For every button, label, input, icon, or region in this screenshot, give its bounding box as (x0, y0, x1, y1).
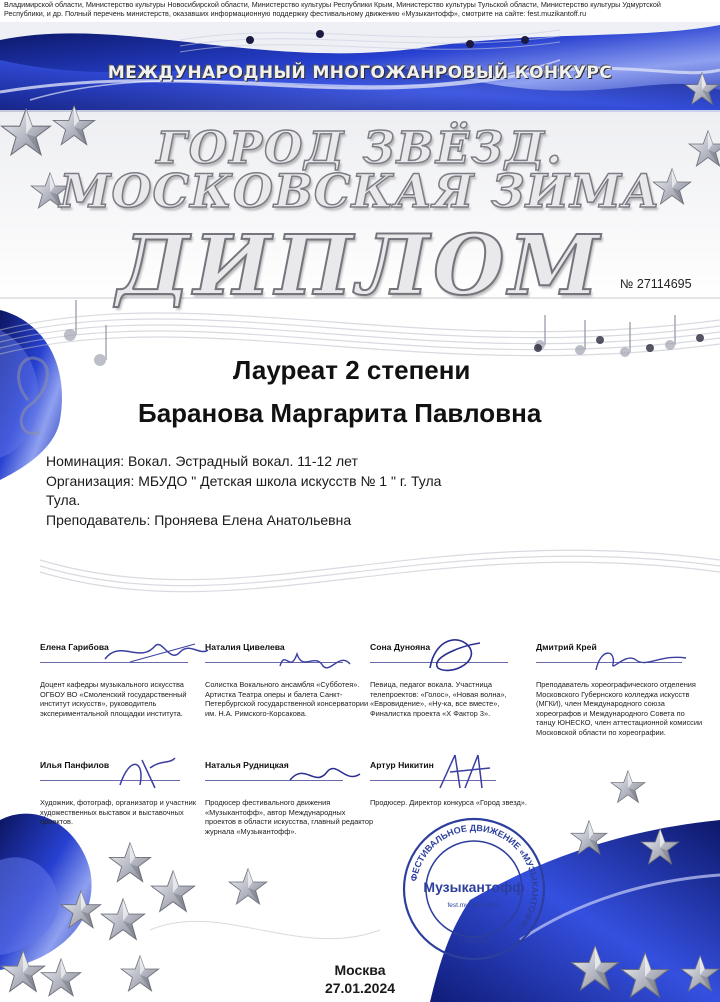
diploma-number: № 27114695 (620, 277, 692, 291)
ministries-support-text (4, 0, 716, 18)
jury-signature-7 (370, 760, 540, 807)
award-details (46, 452, 441, 530)
jury-description: Певица, педагог вокала. Участница телепроектов: «Голос», «Новая волна», «Евровидение», «Ну-ка, все вместе», Финалистка проекта «Х Фактор 3». (370, 680, 507, 718)
jury-description: Доцент кафедры музыкального искусства ОГБОУ ВО «Смоленский государственный институт искусств», руководитель экспериментальной площадки института. (40, 680, 187, 718)
jury-signature-3 (370, 642, 540, 718)
contest-name-line-2: МОСКОВСКАЯ ЗИМА (59, 164, 661, 218)
jury-name: Дмитрий Крей (536, 642, 597, 652)
stamp-ring-text: ФЕСТИВАЛЬНОЕ ДВИЖЕНИЕ «МУЗЫКАНТОФФ» (408, 822, 541, 934)
nomination: Номинация: Вокал. Эстрадный вокал. 11-12 лет (46, 453, 358, 469)
organization-stamp (400, 815, 548, 963)
stamp-center-text: Музыкантофф (423, 879, 525, 895)
jury-signature-4 (536, 642, 706, 737)
jury-signature-5 (40, 760, 210, 827)
footer-date: 27.01.2024 (324, 980, 396, 996)
footer (0, 961, 720, 997)
jury-name: Сона Дунояна (370, 642, 431, 652)
ministries-line-2: Республики, и др. Полный перечень министерств, оказавших информационную поддержку фестивальному движению «Музыкантофф», смотрите на сайте: fest.muzikantoff.ru (4, 9, 587, 18)
document-title: ДИПЛОМ (116, 218, 604, 314)
ministries-line-1: Владимирской области, Министерство культуры Новосибирской области, Министерство культуры Республики Крым, Министерство культуры Тульской области, Министерство культуры Удмуртской (4, 0, 661, 9)
stamp-site: fest.muzikantoff.ru (447, 902, 501, 909)
award-degree: Лауреат 2 степени (233, 355, 471, 385)
jury-description: Художник, фотограф, организатор и участник художественных выставок и выставочных проектов. (40, 798, 196, 827)
jury-signature-1 (40, 642, 210, 718)
contest-type: МЕЖДУНАРОДНЫЙ МНОГОЖАНРОВЫЙ КОНКУРС (107, 63, 613, 83)
jury-name: Наталья Рудницкая (205, 760, 289, 770)
city: Тула. (46, 492, 81, 508)
handwritten-signature (430, 750, 500, 794)
jury-description: Продюсер. Директор конкурса «Город звезд». (370, 798, 527, 807)
jury-name: Елена Гарибова (40, 642, 109, 652)
handwritten-signature (100, 634, 210, 674)
jury-description: Продюсер фестивального движения «Музыкантофф», автор Международных проектов в области искусства, главный редактор журнала «Музыкантофф». (205, 798, 374, 836)
participant-name: Баранова Маргарита Павловна (138, 398, 542, 428)
organization: Организация: МБУДО " Детская школа искусств № 1 " г. Тула (46, 472, 442, 489)
contest-name-line-1: ГОРОД ЗВЁЗД. (156, 123, 564, 174)
footer-city: Москва (334, 962, 386, 978)
teacher: Преподаватель: Проняева Елена Анатольевна (46, 511, 352, 528)
jury-name: Илья Панфилов (40, 760, 110, 770)
stamp-bottom-text: г. Москва (459, 938, 489, 945)
jury-signature-6 (205, 760, 375, 836)
jury-description: Преподаватель хореографического отделения Московского Губернского колледжа искусств (МГКИ), член Международного союза хореографов и Международного Совета по танцу ЮНЕСКО, член аттестационной комиссии Московской области по хореографии. (536, 680, 703, 737)
jury-name: Артур Никитин (370, 760, 434, 770)
handwritten-signature (110, 750, 180, 794)
handwritten-signature (420, 628, 490, 680)
handwritten-signature (285, 760, 365, 790)
jury-description: Солистка Вокального ансамбля «Субботея». Артистка Театра оперы и балета Санкт-Петербургской государственной консерватории им. Н.А. Римского-Корсакова. (205, 680, 369, 718)
jury-name: Наталия Цивелева (205, 642, 285, 652)
handwritten-signature (591, 642, 691, 678)
jury-signature-2 (205, 642, 375, 718)
handwritten-signature (275, 644, 355, 678)
